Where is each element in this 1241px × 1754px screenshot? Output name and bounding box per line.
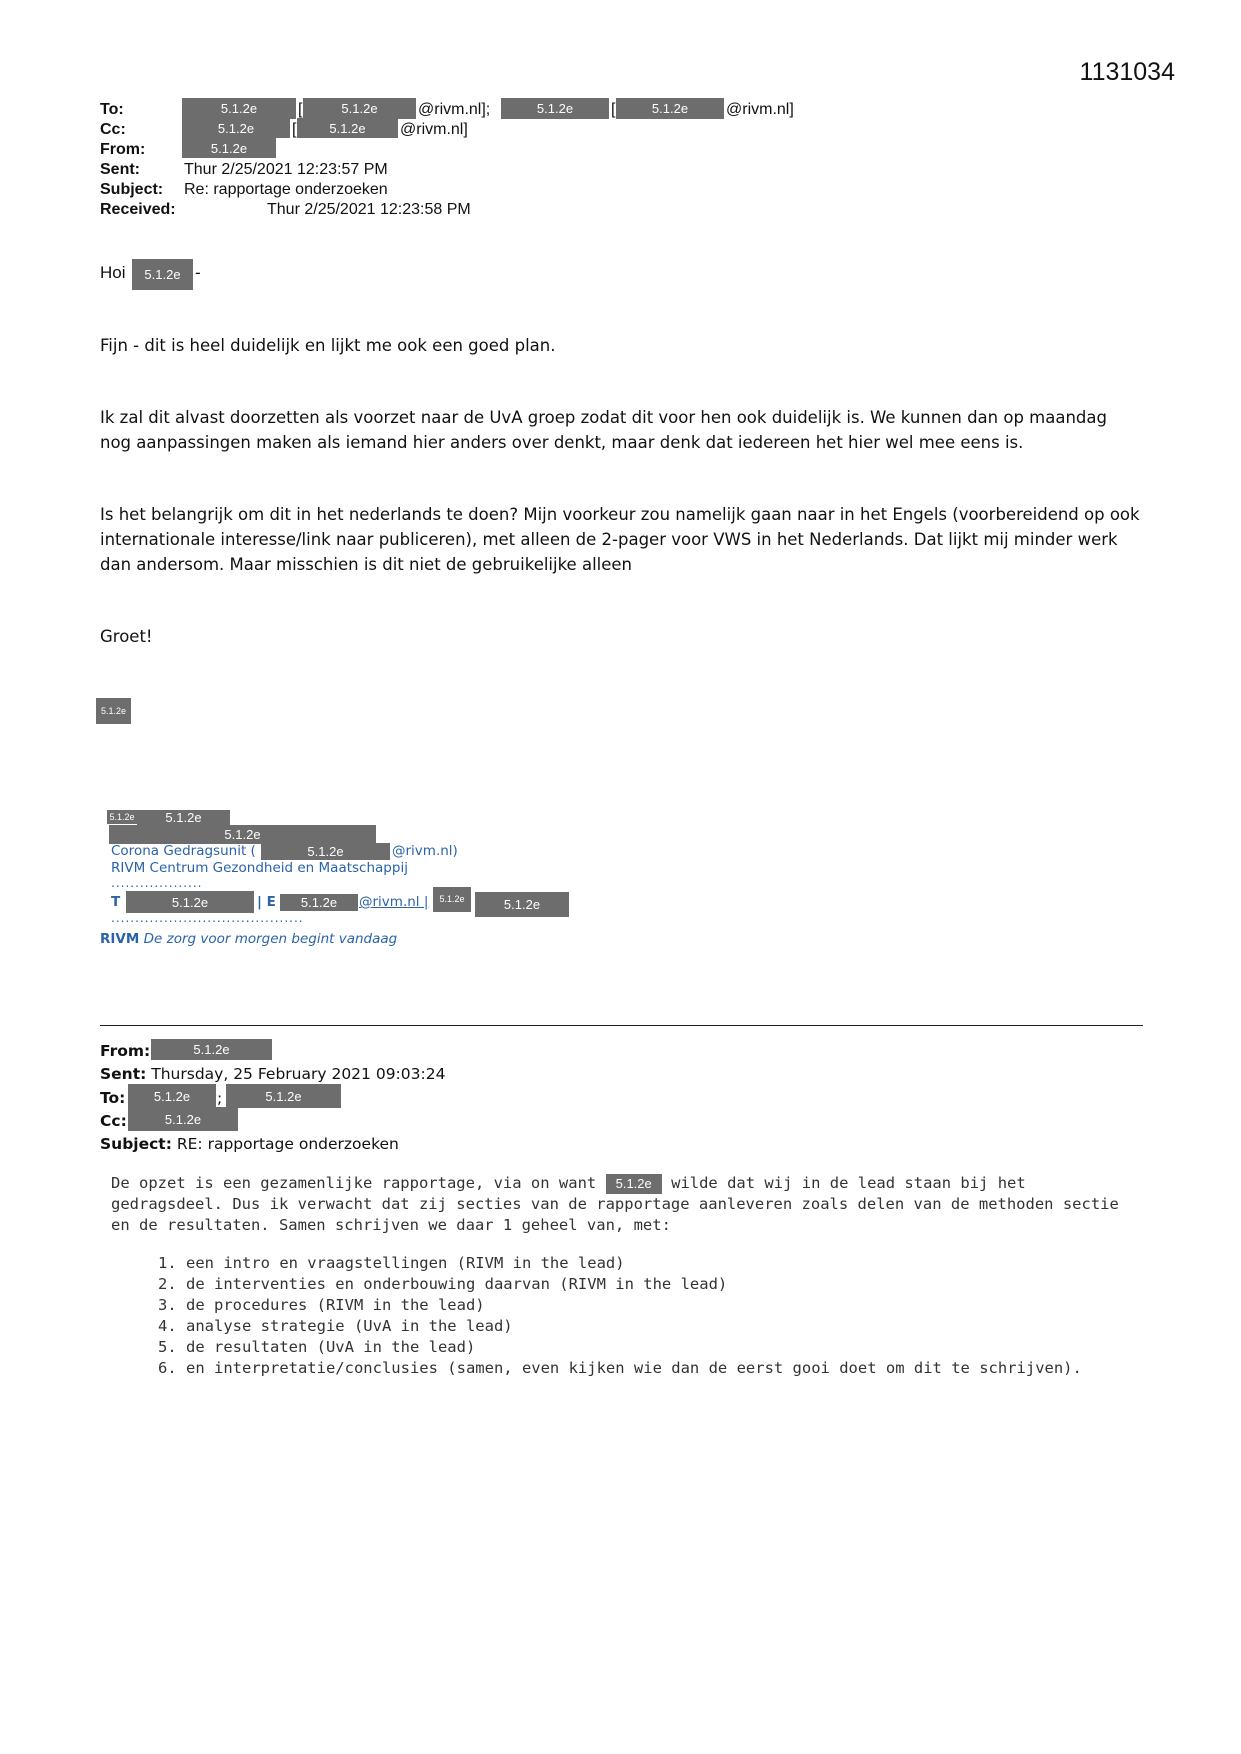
bracket-open: [ [611,101,616,118]
subject-value: Re: rapportage onderzoeken [184,181,388,198]
redaction-box: 5.1.2e [182,138,276,158]
quoted-sent: Sent: Thursday, 25 February 2021 09:03:24 [100,1065,446,1083]
redaction-box: 5.1.2e [107,810,137,824]
received-value: Thur 2/25/2021 12:23:58 PM [267,201,471,218]
sent-label: Sent: [100,161,140,178]
redaction-box: 5.1.2e [280,894,358,911]
from-label: From: [100,141,146,158]
subject-label: Subject: [100,181,164,198]
redaction-box: 5.1.2e [132,259,193,290]
quoted-to-label: To: [100,1089,126,1107]
quoted-subject: Subject: RE: rapportage onderzoeken [100,1135,399,1153]
signature-org: RIVM De zorg voor morgen begint vandaag [100,931,398,947]
redaction-box: 5.1.2e [182,118,290,138]
signature-unit-email: @rivm.nl) [392,843,458,859]
paragraph-1: Fijn - dit is heel duidelijk en lijkt me ook een goed plan. [100,336,556,355]
document-number: 1131034 [1079,58,1175,86]
redaction-box: 5.1.2e [109,825,376,844]
to-email-suffix: @rivm.nl]; [418,101,491,118]
redaction-box: 5.1.2e [151,1039,272,1060]
redaction-box: 5.1.2e [433,887,471,912]
paragraph-2: Ik zal dit alvast doorzetten als voorzet naar de UvA groep zodat dit voor hen ook duidelijk is. We kunnen dan op maandag nog aanpassingen maken als iemand hier anders over denkt, maar denk dat iedereen het hier wel mee eens is. [100,408,1107,452]
list-item: 3. de procedures (RIVM in the lead) [158,1296,485,1314]
to-email-suffix: @rivm.nl] [726,101,794,118]
signature-unit: Corona Gedragsunit ( [111,843,256,859]
redaction-box: 5.1.2e [616,98,724,119]
to-label: To: [100,101,124,118]
closing: Groet! [100,627,153,646]
redaction-box: 5.1.2e [606,1174,662,1194]
signature-centre: RIVM Centrum Gezondheid en Maatschappij [111,860,408,876]
list-item: 6. en interpretatie/conclusies (samen, even kijken wie dan de eerst gooi doet om dit te schrijven). [158,1359,1082,1377]
quoted-intro: De opzet is een gezamenlijke rapportage, via on want 5.1.2e wilde dat wij in de lead staan bij het gedragsdeel. Dus ik verwacht dat zij secties van de rapportage aanleveren zoals delen van de methoden sectie en de resultaten. Samen schrijven we daar 1 geheel van, met: [111,1174,1119,1234]
list-item: 2. de interventies en onderbouwing daarvan (RIVM in the lead) [158,1275,728,1293]
separator-line [100,1025,1143,1026]
redaction-box: 5.1.2e [137,810,230,825]
cc-label: Cc: [100,121,126,138]
received-label: Received: [100,201,176,218]
redaction-box: 5.1.2e [297,118,398,138]
quoted-body [111,1173,1141,1379]
email-label: | E [257,894,276,910]
phone-label: T [111,894,121,910]
redaction-box: 5.1.2e [501,98,609,119]
greeting-dash: - [195,263,201,282]
redaction-box: 5.1.2e [128,1107,238,1131]
redaction-box: 5.1.2e [226,1084,341,1108]
bracket-open: [ [298,101,303,118]
list-item: 5. de resultaten (UvA in the lead) [158,1338,476,1356]
redaction-box: 5.1.2e [128,1084,216,1108]
quoted-from-label: From: [100,1042,151,1060]
greeting: Hoi [100,263,126,282]
redaction-box: 5.1.2e [475,892,569,917]
redaction-box: 5.1.2e [96,698,131,724]
cc-email-suffix: @rivm.nl] [400,121,468,138]
list-item: 1. een intro en vraagstellingen (RIVM in the lead) [158,1254,625,1272]
redaction-box: 5.1.2e [261,843,390,860]
quoted-list [111,1253,1141,1379]
bracket-open: [ [292,121,297,138]
signature-divider-short: ................... [111,876,203,890]
redaction-box: 5.1.2e [182,98,296,119]
signature-email[interactable]: @rivm.nl | [359,894,429,910]
redaction-box: 5.1.2e [126,891,254,913]
paragraph-3: Is het belangrijk om dit in het nederlands te doen? Mijn voorkeur zou namelijk gaan naar in het Engels (voorbereidend op ook internationale interesse/link naar publiceren), met alleen de 2-pager voor VWS in het Nederlands. Dat lijkt mij minder werk dan andersom. Maar misschien is dit niet de gebruikelijke alleen [100,505,1140,574]
quoted-to-sep: ; [217,1089,223,1107]
list-item: 4. analyse strategie (UvA in the lead) [158,1317,513,1335]
sent-value: Thur 2/25/2021 12:23:57 PM [184,161,388,178]
redaction-box: 5.1.2e [303,98,416,119]
signature-divider-long: ........................................ [111,911,304,925]
quoted-cc-label: Cc: [100,1112,127,1130]
